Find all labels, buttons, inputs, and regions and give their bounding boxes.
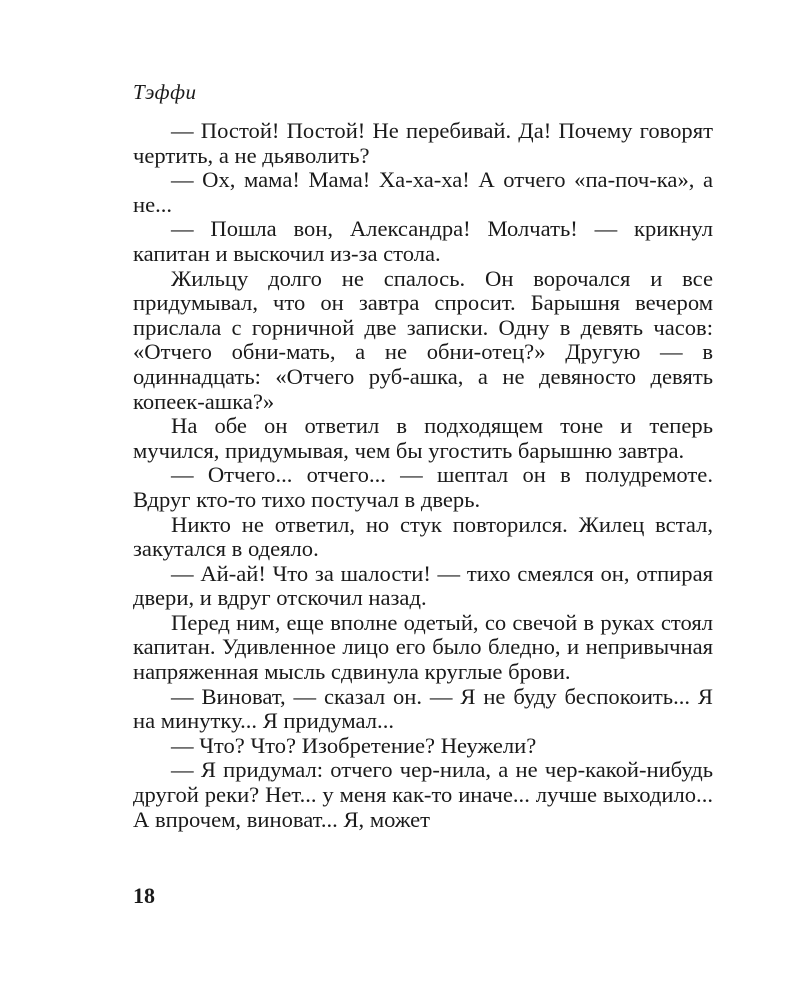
paragraph: — Виноват, — сказал он. — Я не буду беспокоить... Я на минутку... Я придумал... — [133, 683, 713, 734]
paragraph: — Ох, мама! Мама! Ха-ха-ха! А отчего «па-поч-ка», а не... — [133, 167, 713, 217]
paragraph: Жильцу долго не спалось. Он ворочался и все придумывал, что он завтра спросит. Барышня вечером прислала с горничной две записки. Одну в девять часов: «Отчего обни-мать, а не обни-отец?» Другую — в одиннадцать: «Отчего руб-ашка, а не девяносто девять копеек-ашка?» — [133, 265, 713, 414]
body-text — [133, 119, 713, 832]
paragraph: — Я придумал: отчего чер-нила, а не чер-какой-нибудь другой реки? Нет... у меня как-то иначе... лучше выходило... А впрочем, виноват... Я, может — [133, 757, 713, 832]
paragraph: На обе он ответил в подходящем тоне и теперь мучился, придумывая, чем бы угостить барышню завтра. — [133, 413, 713, 463]
running-head-author: Тэффи — [133, 80, 197, 104]
paragraph: — Пошла вон, Александра! Молчать! — крикнул капитан и выскочил из-за стола. — [133, 216, 713, 266]
page-number: 18 — [133, 883, 155, 908]
paragraph: — Отчего... отчего... — шептал он в полудремоте. Вдруг кто-то тихо постучал в дверь. — [133, 462, 713, 512]
paragraph: Никто не ответил, но стук повторился. Жилец встал, закутался в одеяло. — [133, 511, 713, 562]
paragraph: — Ай-ай! Что за шалости! — тихо смеялся он, отпирая двери, и вдруг отскочил назад. — [133, 560, 713, 611]
paragraph: — Постой! Постой! Не перебивай. Да! Почему говорят чертить, а не дьяволить? — [133, 118, 713, 168]
paragraph: Перед ним, еще вполне одетый, со свечой в руках стоял капитан. Удивленное лицо его было бледно, и непривычная напряженная мысль сдвинула круглые брови. — [133, 609, 713, 685]
paragraph: — Что? Что? Изобретение? Неужели? — [171, 732, 537, 758]
